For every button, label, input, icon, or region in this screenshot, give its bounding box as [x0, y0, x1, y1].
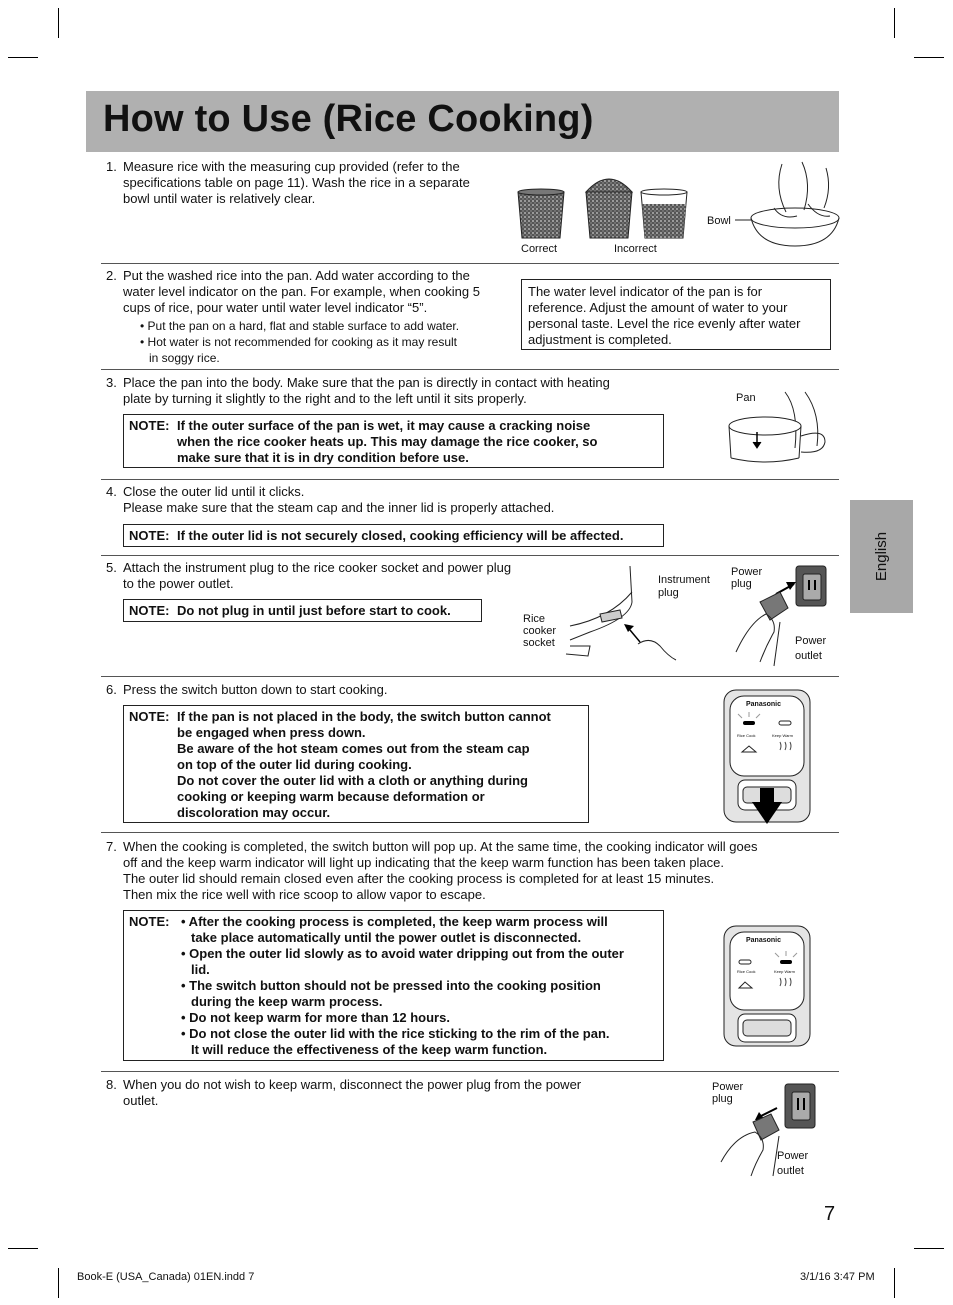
label-instrument: Instrument [658, 574, 710, 586]
step-7-line: The outer lid should remain closed even after the cooking process is completed for at least 15 minutes. [123, 871, 715, 886]
step-6-note [123, 705, 589, 823]
panel-brand: Panasonic [746, 701, 782, 708]
note-line: discoloration may occur. [177, 805, 331, 820]
label-bowl: Bowl [707, 215, 731, 227]
note-line: If the outer lid is not securely closed, cooking efficiency will be affected. [177, 528, 624, 543]
note-line: on top of the outer lid during cooking. [177, 757, 412, 772]
note-line: • The switch button should not be pressed into the cooking position [181, 978, 601, 993]
step-6-text [123, 682, 573, 698]
divider [101, 479, 839, 480]
page-title: How to Use (Rice Cooking) [103, 98, 594, 140]
step-6-number: 6. [106, 682, 117, 697]
crop-mark [894, 1268, 895, 1298]
language-tab-label-wrap [850, 500, 913, 613]
step-8-number: 8. [106, 1077, 117, 1092]
step-3-number: 3. [106, 375, 117, 390]
info-line: adjustment is completed. [528, 332, 672, 347]
step-2-text [123, 268, 518, 316]
note-line: Do not cover the outer lid with a cloth or anything during [177, 773, 528, 788]
crop-mark [58, 1268, 59, 1298]
divider [101, 832, 839, 833]
info-line: The water level indicator of the pan is for [528, 284, 763, 299]
step-8-line: outlet. [123, 1093, 159, 1108]
step-2-bullets [140, 318, 520, 366]
label-cooker: cooker [523, 625, 557, 637]
label-plug: plug [712, 1093, 733, 1105]
label-power: Power [731, 566, 763, 578]
info-line: reference. Adjust the amount of water to your [528, 300, 788, 315]
step-1-number: 1. [106, 159, 117, 174]
note-line: • Do not close the outer lid with the rice sticking to the rim of the pan. [181, 1026, 610, 1041]
step-4-note [123, 524, 664, 547]
step-2-bullet: • Hot water is not recommended for cooking as it may result [140, 335, 457, 349]
step-1-line: Measure rice with the measuring cup provided (refer to the [123, 159, 460, 174]
pan-insert-illustration [725, 388, 830, 466]
label-power: Power [712, 1081, 744, 1093]
step-1-line: specifications table on page 11). Wash the rice in a separate [123, 175, 470, 190]
step-7-note [123, 910, 664, 1061]
label-correct: Correct [521, 243, 558, 255]
crop-mark [8, 1248, 38, 1249]
step-2-line: water level indicator on the pan. For example, when cooking 5 [123, 284, 480, 299]
note-line: make sure that it is in dry condition before use. [177, 450, 469, 465]
crop-mark [894, 8, 895, 38]
note-line: during the keep warm process. [191, 994, 383, 1009]
step-5-text [123, 560, 553, 592]
label-incorrect: Incorrect [614, 243, 657, 255]
step-4-line: Close the outer lid until it clicks. [123, 484, 305, 499]
note-label: NOTE: [129, 418, 170, 433]
panel-warm-label: Keep Warm [774, 969, 795, 974]
footer-timestamp: 3/1/16 3:47 PM [800, 1271, 875, 1283]
divider [101, 263, 839, 264]
step-8-text [123, 1077, 683, 1109]
step-4-number: 4. [106, 484, 117, 499]
divider [101, 555, 839, 556]
note-label: NOTE: [129, 603, 170, 618]
divider [101, 369, 839, 370]
crop-mark [8, 57, 38, 58]
divider [101, 676, 839, 677]
page-number: 7 [824, 1203, 836, 1225]
step-7-line: off and the keep warm indicator will light up indicating that the keep warm function has been taken place. [123, 855, 725, 870]
note-line: If the pan is not placed in the body, the switch button cannot [177, 709, 551, 724]
step-2-line: Put the washed rice into the pan. Add water according to the [123, 268, 470, 283]
water-level-info-box [521, 279, 831, 350]
note-line: It will reduce the effectiveness of the keep warm function. [191, 1042, 548, 1057]
label-outlet: outlet [795, 650, 822, 662]
step-5-number: 5. [106, 560, 117, 575]
step-7-line: When the cooking is completed, the switch button will pop up. At the same time, the cooking indicator will goes [123, 839, 758, 854]
info-line: personal taste. Level the rice evenly after water [528, 316, 801, 331]
step-5-note [123, 599, 482, 622]
step-6-line: Press the switch button down to start cooking. [123, 682, 388, 697]
label-outlet: outlet [777, 1165, 804, 1177]
step-1-text [123, 159, 523, 207]
step-2-bullet: • Put the pan on a hard, flat and stable surface to add water. [140, 319, 460, 333]
panel-warm-label: Keep Warm [772, 733, 793, 738]
label-rice: Rice [523, 613, 546, 625]
note-label: NOTE: [129, 914, 170, 929]
note-line: lid. [191, 962, 210, 977]
step-2-bullet: in soggy rice. [149, 351, 220, 365]
note-line: • Open the outer lid slowly as to avoid water dripping out from the outer [181, 946, 624, 961]
step-7-line: Then mix the rice well with rice scoop to allow vapor to escape. [123, 887, 486, 902]
crop-mark [58, 8, 59, 38]
step-3-note [123, 414, 664, 468]
note-line: cooking or keeping warm because deformation or [177, 789, 485, 804]
step-5-line: Attach the instrument plug to the rice cooker socket and power plug [123, 560, 512, 575]
step-2-line: cups of rice, pour water until water level indicator “5”. [123, 300, 428, 315]
note-line: Be aware of the hot steam comes out from the steam cap [177, 741, 530, 756]
step-4-text [123, 484, 723, 516]
label-instrument-plug: plug [658, 587, 679, 599]
panel-cook-label: Rice Cook [737, 733, 756, 738]
language-tab-label: English [872, 531, 890, 582]
panel-brand: Panasonic [746, 937, 782, 944]
step-3-line: Place the pan into the body. Make sure that the pan is directly in contact with heating [123, 375, 610, 390]
step-3-line: plate by turning it slightly to the right and to the left until it sits properly. [123, 391, 527, 406]
step-8-line: When you do not wish to keep warm, disconnect the power plug from the power [123, 1077, 582, 1092]
note-label: NOTE: [129, 528, 170, 543]
note-line: take place automatically until the power outlet is disconnected. [191, 930, 582, 945]
label-power: Power [795, 635, 827, 647]
step-1-line: bowl until water is relatively clear. [123, 191, 316, 206]
note-line: be engaged when press down. [177, 725, 366, 740]
footer-file-info: Book-E (USA_Canada) 01EN.indd 7 [77, 1271, 255, 1283]
divider [101, 1071, 839, 1072]
step-4-line: Please make sure that the steam cap and the inner lid is properly attached. [123, 500, 555, 515]
step-7-text [123, 839, 823, 903]
note-label: NOTE: [129, 709, 170, 724]
step-3-text [123, 375, 723, 407]
step-7-number: 7. [106, 839, 117, 854]
note-line: Do not plug in until just before start to cook. [177, 603, 451, 618]
note-line: when the rice cooker heats up. This may damage the rice cooker, so [177, 434, 598, 449]
label-pan: Pan [736, 392, 756, 404]
label-socket: socket [523, 637, 555, 649]
label-power-plug: plug [731, 578, 752, 590]
step-2-number: 2. [106, 268, 117, 283]
crop-mark [914, 57, 944, 58]
rice-measure-illustration [512, 160, 842, 260]
note-line: If the outer surface of the pan is wet, it may cause a cracking noise [177, 418, 591, 433]
step-5-line: to the power outlet. [123, 576, 234, 591]
panel-cook-label: Rice Cook [737, 969, 756, 974]
note-line: • After the cooking process is completed, the keep warm process will [181, 914, 608, 929]
note-line: • Do not keep warm for more than 12 hours. [181, 1010, 450, 1025]
label-power: Power [777, 1150, 809, 1162]
crop-mark [914, 1248, 944, 1249]
